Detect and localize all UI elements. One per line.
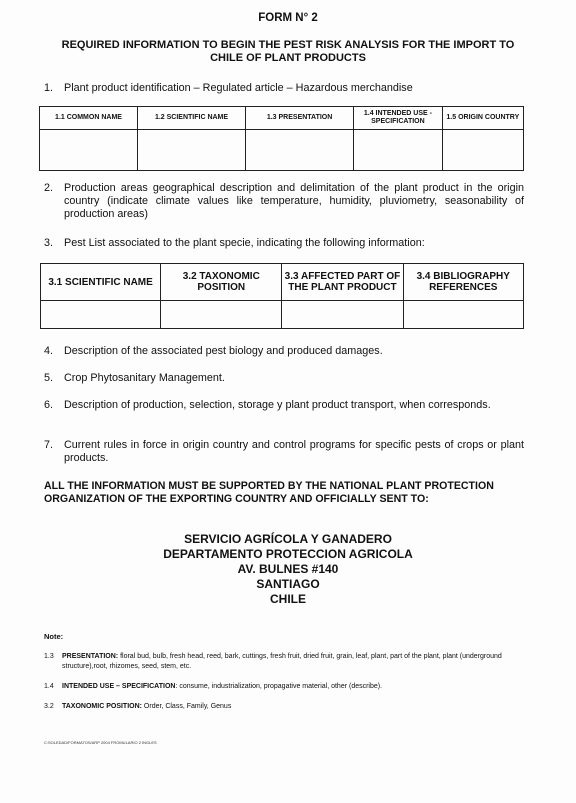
item-text: Pest List associated to the plant specie, indicating the following information: — [64, 237, 425, 249]
address-line: CHILE — [270, 592, 306, 606]
table-cell[interactable] — [442, 130, 523, 171]
item-text: Crop Phytosanitary Management. — [64, 372, 225, 384]
item-number: 4. — [44, 345, 54, 357]
table-header: 3.3 AFFECTED PART OF THE PLANT PRODUCT — [282, 264, 403, 301]
address-line: SANTIAGO — [256, 577, 320, 591]
file-path-footer: C:SOLEDAD/FORMATOS/ARP 2004 FROMULARIO 2 INGLES — [44, 740, 157, 745]
table-header: 1.3 PRESENTATION — [245, 107, 353, 130]
table-header: 1.1 COMMON NAME — [40, 107, 138, 130]
table-cell[interactable] — [354, 130, 442, 171]
note-item — [44, 652, 524, 672]
item-text: Description of production, selection, storage y plant product transport, when corresponds. — [64, 399, 491, 411]
table-header: 1.2 SCIENTIFIC NAME — [138, 107, 246, 130]
note-number: 1.4 — [44, 683, 54, 690]
table-cell[interactable] — [40, 130, 138, 171]
note-item — [44, 682, 524, 692]
table-cell[interactable] — [138, 130, 246, 171]
item-text: Production areas geographical description and delimitation of the plant product in the origin country (indicate climate values like temperature, humidity, pluviometry, seasonability of production areas) — [64, 182, 524, 220]
note-item — [44, 702, 524, 712]
table-row — [40, 130, 524, 171]
table-cell[interactable] — [245, 130, 353, 171]
pest-list-table — [40, 263, 524, 329]
table-header: 1.5 ORIGIN COUNTRY — [442, 107, 523, 130]
item-number: 6. — [44, 399, 54, 411]
list-item-1 — [44, 82, 524, 95]
item-text: Plant product identification – Regulated article – Hazardous merchandise — [64, 82, 413, 94]
list-item-4 — [44, 345, 524, 358]
item-number: 1. — [44, 82, 54, 94]
list-item-5 — [44, 372, 524, 385]
plant-identification-table — [39, 106, 524, 171]
note-text: Order, Class, Family, Genus — [141, 703, 232, 710]
table-cell[interactable] — [161, 301, 282, 329]
address-line: SERVICIO AGRÍCOLA Y GANADERO — [184, 532, 392, 546]
note-text: floral bud, bulb, fresh head, reed, bark, cuttings, fresh fruit, dried fruit, grain, leaf, plant, part of the plant, plant (underground structure),root, rhizomes, seed, stem, etc. — [62, 653, 502, 670]
list-item-2 — [44, 182, 524, 221]
list-item-7 — [44, 439, 524, 465]
table-header: 1.4 INTENDED USE - SPECIFICATION — [354, 107, 442, 130]
note-text: : consume, industrialization, propagative material, other (describe). — [175, 683, 383, 690]
note-label: INTENDED USE – SPECIFICATION — [62, 683, 176, 690]
list-item-3 — [44, 237, 524, 250]
item-number: 7. — [44, 439, 54, 451]
list-item-6 — [44, 399, 524, 412]
note-number: 3.2 — [44, 703, 54, 710]
table-cell[interactable] — [41, 301, 161, 329]
document-heading: REQUIRED INFORMATION TO BEGIN THE PEST RISK ANALYSIS FOR THE IMPORT TO CHILE OF PLANT PRODUCTS — [61, 39, 515, 64]
note-number: 1.3 — [44, 653, 54, 660]
table-header: 3.1 SCIENTIFIC NAME — [41, 264, 161, 301]
note-title: Note: — [44, 632, 64, 641]
item-number: 5. — [44, 372, 54, 384]
table-cell[interactable] — [403, 301, 523, 329]
note-label: TAXONOMIC POSITION: — [62, 703, 142, 710]
official-notice: ALL THE INFORMATION MUST BE SUPPORTED BY THE NATIONAL PLANT PROTECTION ORGANIZATION OF THE EXPORTING COUNTRY AND OFFICIALLY SENT TO: — [44, 480, 494, 505]
note-label: PRESENTATION: — [62, 653, 119, 660]
table-header: 3.2 TAXONOMIC POSITION — [161, 264, 282, 301]
address-line: AV. BULNES #140 — [237, 562, 339, 576]
item-text: Description of the associated pest biology and produced damages. — [64, 345, 383, 357]
address-line: DEPARTAMENTO PROTECCION AGRICOLA — [163, 547, 413, 561]
table-header: 3.4 BIBLIOGRAPHY REFERENCES — [403, 264, 523, 301]
recipient-address — [0, 532, 576, 607]
item-number: 3. — [44, 237, 54, 249]
item-text: Current rules in force in origin country and control programs for specific pests of crops or plant products. — [64, 439, 524, 464]
table-row — [41, 301, 524, 329]
table-cell[interactable] — [282, 301, 403, 329]
form-title: FORM N° 2 — [258, 12, 318, 24]
item-number: 2. — [44, 182, 54, 194]
